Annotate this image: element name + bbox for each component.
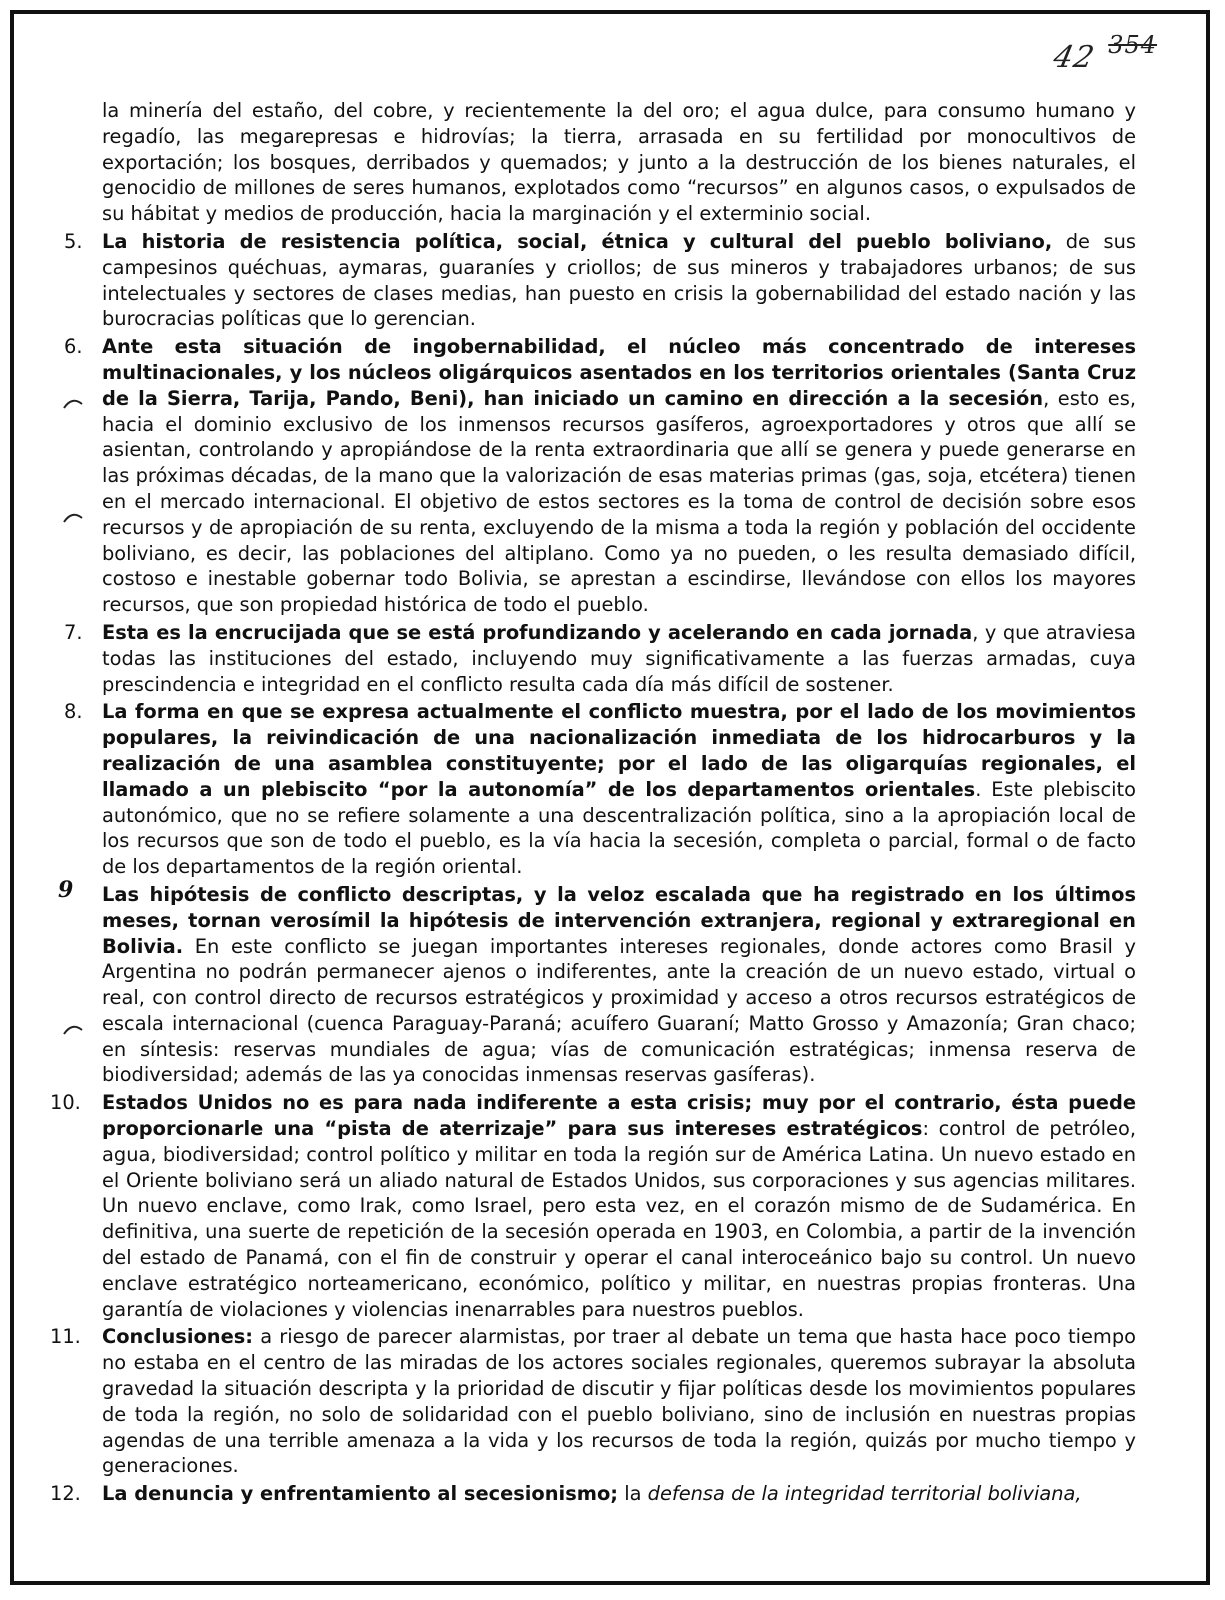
paragraph-body: de sus campesinos quéchuas, aymaras, guaraníes y criollos; de sus mineros y trabajadores urbanos; de sus intelectuales y sectores de clases medias, han puesto en crisis la gobernabilidad del estado nación y las burocracias políticas que lo gerencian. (102, 229, 1136, 331)
paragraph-8 (56, 699, 1136, 880)
paragraph-lead: Estados Unidos no es para nada indiferente a esta crisis; muy por el contrario, ésta puede proporcionarle una “pista de aterrizaje” para sus intereses estratégicos (102, 1091, 1136, 1141)
paragraph-number: 8. (64, 700, 83, 724)
paragraph-9 (56, 876, 1136, 1088)
paragraph-12 (50, 1481, 1136, 1507)
continuation-paragraph (56, 98, 1136, 227)
struck-page-number: 354 (1108, 31, 1157, 59)
paragraph-italic: defensa de la integridad territorial boliviana, (647, 1482, 1082, 1506)
paragraph-number-handwritten: 9 (58, 876, 74, 903)
continuation-text: la minería del estaño, del cobre, y recientemente la del oro; el agua dulce, para consumo humano y regadío, las megarepresas e hidrovías; la tierra, arrasada en su fertilidad por monocultivos de exportación; los bosques, derribados y quemados; y junto a la destrucción de los bienes naturales, el genocidio de millones de seres humanos, explotados como “recursos” en algunos casos, o expulsados de su hábitat y medios de producción, hacia la marginación y el exterminio social. (102, 99, 1136, 226)
paragraph-number: 12. (50, 1482, 81, 1506)
paragraph-lead: Las hipótesis de conflicto descriptas, y la veloz escalada que ha registrado en los últimos meses, tornan verosímil la hipótesis de intervención extranjera, regional y extraregional en Bolivia. (102, 882, 1136, 958)
paragraph-5 (56, 229, 1136, 332)
paragraph-body: la (618, 1482, 648, 1506)
paragraph-body: : control de petróleo, agua, biodiversidad; control político y militar en toda la región sur de América Latina. Un nuevo estado en el Oriente boliviano será un aliado natural de Estados Unidos, sus corporaciones y sus agencias militares. Un nuevo enclave, como Irak, como Israel, pero esta vez, en el corazón mismo de de Sudamérica. En definitiva, una suerte de repetición de la secesión operada en 1903, en Colombia, a partir de la invención del estado de Panamá, con el fin de construir y operar el canal interoceánico bajo su control. Un nuevo enclave estratégico norteamericano, económico, político y militar, en nuestras propias fronteras. Una garantía de violaciones y violencias inenarrables para nuestros pueblos. (102, 1117, 1136, 1321)
paragraph-number: 6. (64, 335, 83, 359)
paragraph-lead: Conclusiones: (102, 1325, 254, 1349)
paragraph-body: a riesgo de parecer alarmistas, por traer al debate un tema que hasta hace poco tiempo no estaba en el centro de las miradas de los actores sociales regionales, queremos subrayar la absoluta gravedad la situación descripta y la prioridad de discutir y fijar políticas desde los movimientos populares de toda la región, no solo de solidaridad con el pueblo boliviano, sino de inclusión en nuestras propias agendas de una terrible amenaza a la vida y los recursos de toda la región, quizás por mucho tiempo y generaciones. (102, 1325, 1136, 1478)
paragraph-10 (50, 1090, 1136, 1322)
paragraph-number: 5. (64, 229, 83, 253)
paragraph-body: , y que atraviesa todas las instituciones del estado, incluyendo muy significativamente a las fuerzas armadas, cuya prescindencia e integridad en el conflicto resulta cada día más difícil de sostener. (102, 620, 1136, 696)
paragraph-lead: Ante esta situación de ingobernabilidad, el núcleo más concentrado de intereses multinacionales, y los núcleos oligárquicos asentados en los territorios orientales (Santa Cruz de la Sierra, Tarija, Pando, Beni), han iniciado un camino en dirección a la secesión (102, 335, 1136, 410)
paragraph-number: 11. (50, 1325, 81, 1349)
paragraph-7 (56, 620, 1136, 697)
paragraph-lead: Esta es la encrucijada que se está profundizando y acelerando en cada jornada (102, 620, 973, 644)
paragraph-6 (56, 334, 1136, 618)
paragraph-number: 7. (64, 620, 83, 644)
paragraph-body: En este conflicto se juegan importantes intereses regionales, donde actores como Brasil y Argentina no podrán permanecer ajenos o indiferentes, ante la creación de un nuevo estado, virtual o real, con control directo de recursos estratégicos y proximidad y acceso a otros recursos estratégicos de escala internacional (cuenca Paraguay-Paraná; acuífero Guaraní; Matto Grosso y Amazonía; Gran chaco; en síntesis: reservas mundiales de agua; vías de comunicación estratégicas; inmensa reserva de biodiversidad; además de las ya conocidas inmensas reservas gasíferas). (102, 934, 1136, 1087)
paragraph-body: . Este plebiscito autonómico, que no se refiere solamente a una descentralización política, sino a la apropiación local de los recursos que son de todo el pueblo, es la vía hacia la secesión, completa o parcial, formal o de facto de los departamentos de la región oriental. (102, 777, 1136, 879)
paragraph-lead: La denuncia y enfrentamiento al secesionismo; (102, 1482, 619, 1506)
paragraph-body: , esto es, hacia el dominio exclusivo de los inmensos recursos gasíferos, agroexportadores y otros que allí se asientan, controlando y apropiándose de la renta extraordinaria que allí se genera y puede generarse en las próximas décadas, de la mano que la valorización de esas materias primas (gas, soja, etcétera) tienen en el mercado internacional. El objetivo de estos sectores es la toma de control de decisión sobre esos recursos y de apropiación de su renta, excluyendo de la misma a toda la región y población del occidente boliviano, es decir, las poblaciones del altiplano. Como ya no pueden, o les resulta demasiado difícil, costoso e inestable gobernar todo Bolivia, se aprestan a escindirse, llevándose con ellos los mayores recursos, que son propiedad histórica de todo el pueblo. (102, 386, 1136, 617)
paragraph-lead: La forma en que se expresa actualmente el conflicto muestra, por el lado de los movimientos populares, la reivindicación de una nacionalización inmediata de los hidrocarburos y la realización de una asamblea constituyente; por el lado de las oligarquías regionales, el llamado a un plebiscito “por la autonomía” de los departamentos orientales (102, 700, 1136, 801)
document-body (50, 98, 1136, 1507)
page-number (1050, 31, 1157, 75)
paragraph-11 (50, 1324, 1136, 1479)
handwritten-page-number: 42 (1050, 40, 1098, 75)
paragraph-lead: La historia de resistencia política, social, étnica y cultural del pueblo boliviano, (102, 229, 1053, 253)
paragraph-number: 10. (50, 1091, 81, 1115)
